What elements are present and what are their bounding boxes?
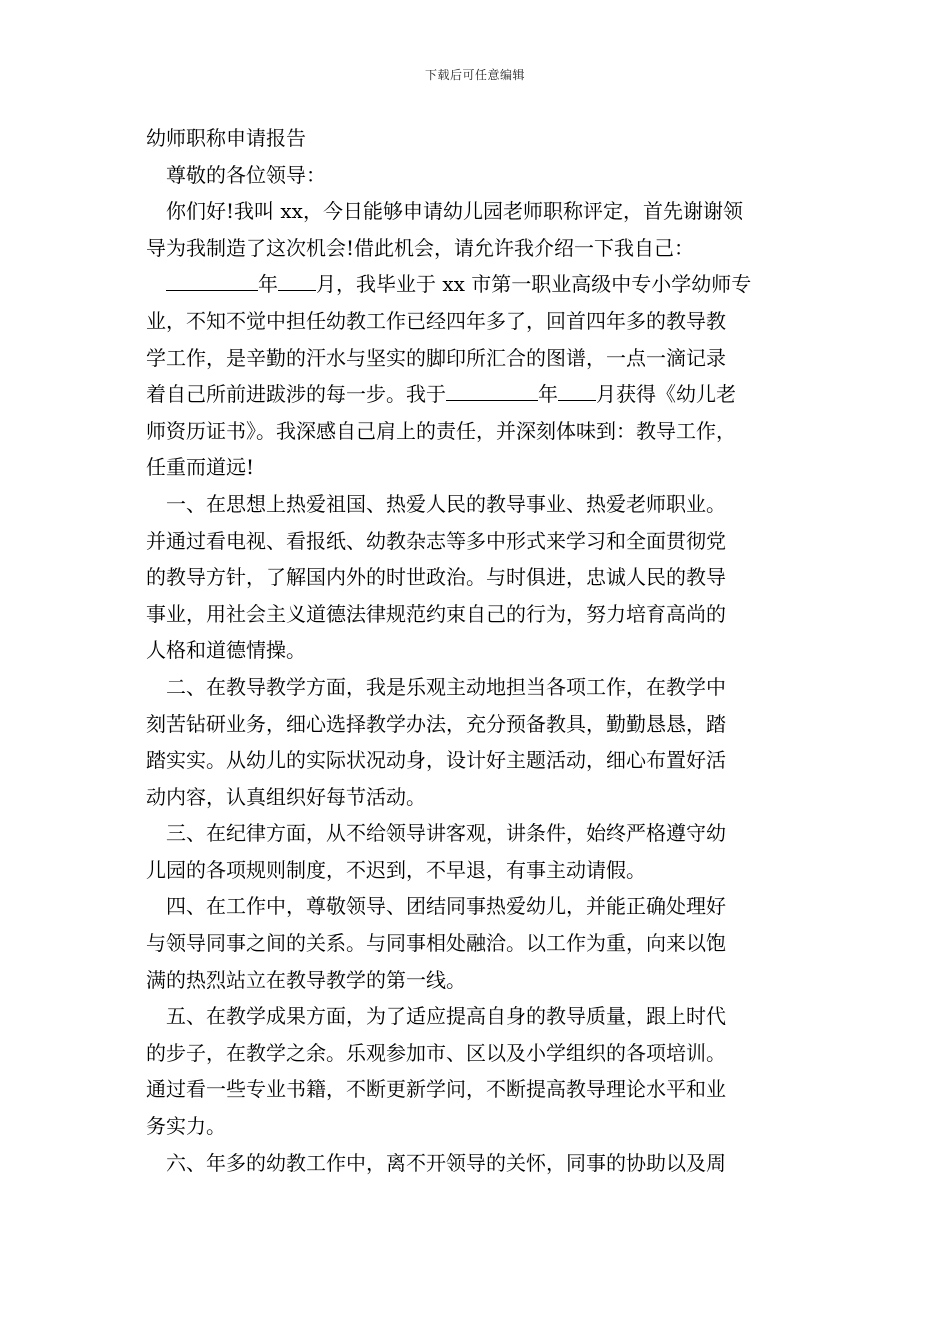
document-body — [146, 120, 806, 1181]
text-span: 着自己所前进跋涉的每一步。我于 — [146, 382, 446, 407]
text-line: 儿园的各项规则制度，不迟到，不早退，有事主动请假。 — [146, 857, 646, 882]
paragraph-section-1 — [146, 486, 806, 669]
text-line: 学工作，是辛勤的汗水与坚实的脚印所汇合的图谱，一点一滴记录 — [146, 345, 726, 370]
text-line — [146, 266, 806, 303]
fill-in-blank-month[interactable] — [558, 378, 596, 401]
text-line: 踏实实。从幼儿的实际状况动身，设计好主题活动，细心布置好活 — [146, 748, 726, 773]
paragraph-greeting — [146, 193, 806, 266]
text-line: 业，不知不觉中担任幼教工作已经四年多了，回首四年多的教导教 — [146, 308, 726, 333]
text-span: 月，我毕业于 xx 市第一职业高级中专小学幼师专 — [316, 272, 752, 297]
text-line: 二、在教导教学方面，我是乐观主动地担当各项工作，在教学中 — [166, 674, 726, 699]
text-line: 导为我制造了这次机会!借此机会，请允许我介绍一下我自己： — [146, 235, 695, 260]
fill-in-blank-year[interactable] — [446, 378, 538, 401]
text-line: 三、在纪律方面，从不给领导讲客观，讲条件，始终严格遵守幼 — [166, 821, 726, 846]
text-line: 师资历证书》。我深感自己肩上的责任，并深刻体味到：教导工作， — [146, 418, 736, 443]
text-line: 通过看一些专业书籍，不断更新学问，不断提高教导理论水平和业 — [146, 1077, 726, 1102]
text-line: 的步子，在教学之余。乐观参加市、区以及小学组织的各项培训。 — [146, 1040, 726, 1065]
text-line: 与领导同事之间的关系。与同事相处融洽。以工作为重，向来以饱 — [146, 931, 726, 956]
text-line: 务实力。 — [146, 1114, 226, 1139]
document-title: 幼师职称申请报告 — [146, 126, 306, 150]
text-span: 年 — [258, 272, 278, 297]
text-line: 事业，用社会主义道德法律规范约束自己的行为，努力培育高尚的 — [146, 601, 726, 626]
text-line: 并通过看电视、看报纸、幼教杂志等多中形式来学习和全面贯彻党 — [146, 528, 726, 553]
text-line: 任重而道远! — [146, 455, 255, 480]
text-line: 你们好!我叫 xx，今日能够申请幼儿园老师职称评定，首先谢谢领 — [166, 199, 743, 224]
fill-in-blank-year[interactable] — [166, 268, 258, 291]
paragraph-section-6 — [146, 1145, 806, 1182]
text-line: 满的热烈站立在教导教学的第一线。 — [146, 967, 466, 992]
text-line: 六、年多的幼教工作中，离不开领导的关怀，同事的协助以及周 — [166, 1150, 726, 1175]
paragraph-section-5 — [146, 998, 806, 1144]
text-span: 月获得《幼儿老 — [596, 382, 736, 407]
text-line: 人格和道德情操。 — [146, 638, 306, 663]
salutation: 尊敬的各位领导： — [166, 162, 326, 187]
text-line — [146, 376, 806, 413]
paragraph-section-3 — [146, 815, 806, 888]
fill-in-blank-month[interactable] — [278, 268, 316, 291]
paragraph-section-4 — [146, 888, 806, 998]
paragraph-background — [146, 266, 806, 486]
text-span: 年 — [538, 382, 558, 407]
text-line: 四、在工作中，尊敬领导、团结同事热爱幼儿，并能正确处理好 — [166, 894, 726, 919]
text-line: 刻苦钻研业务，细心选择教学办法，充分预备教具，勤勤恳恳，踏 — [146, 711, 726, 736]
paragraph-section-2 — [146, 669, 806, 815]
page-header-note: 下载后可任意编辑 — [424, 68, 525, 82]
text-line: 一、在思想上热爱祖国、热爱人民的教导事业、热爱老师职业。 — [166, 491, 726, 516]
text-line: 的教导方针，了解国内外的时世政治。与时俱进，忠诚人民的教导 — [146, 565, 726, 590]
text-line: 五、在教学成果方面，为了适应提高自身的教导质量，跟上时代 — [166, 1004, 726, 1029]
text-line: 动内容，认真组织好每节活动。 — [146, 784, 426, 809]
